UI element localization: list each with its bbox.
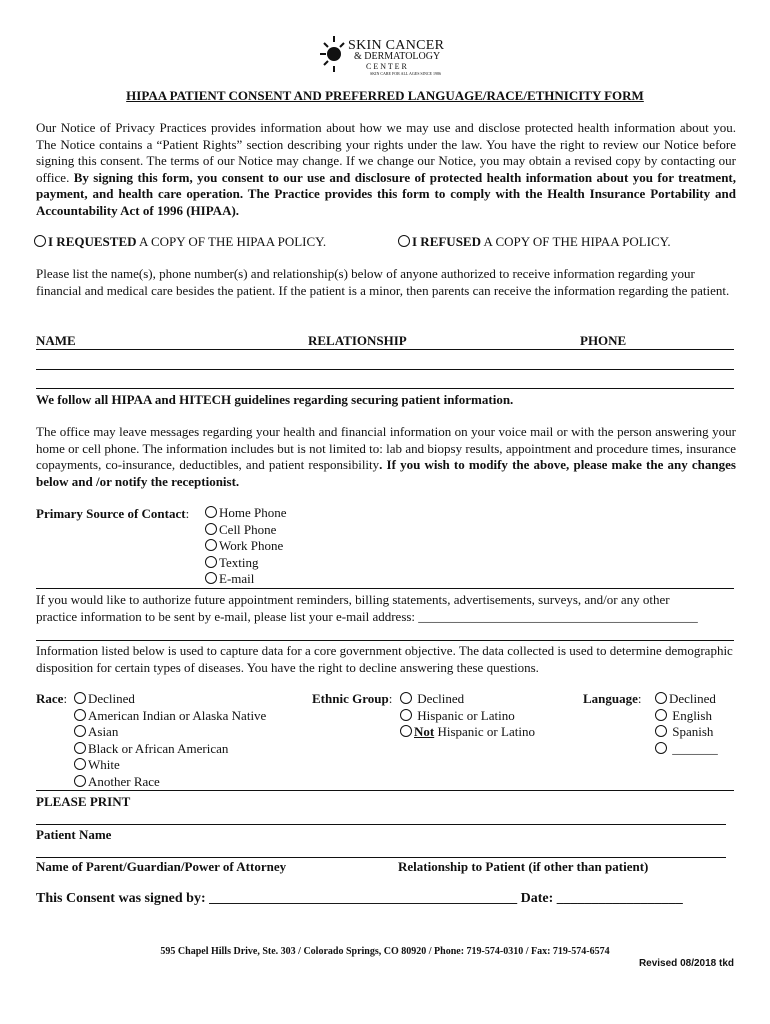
primary-contact-label: Primary Source of Contact	[36, 506, 186, 521]
language-option[interactable]	[655, 741, 718, 758]
divider	[36, 790, 734, 791]
radio-icon[interactable]	[400, 709, 412, 721]
radio-icon[interactable]	[400, 692, 412, 704]
race-option[interactable]	[74, 691, 266, 708]
language-option[interactable]	[655, 691, 718, 708]
radio-icon[interactable]	[205, 572, 217, 584]
footer-address: 595 Chapel Hills Drive, Ste. 303 / Colorado Springs, CO 80920 / Phone: 719-574-0310 / Fax: 719-574-6574	[160, 946, 610, 957]
ethnic-option[interactable]	[400, 724, 535, 741]
refused-label: I REFUSED	[412, 234, 481, 249]
radio-icon[interactable]	[74, 709, 86, 721]
radio-icon[interactable]	[34, 235, 46, 247]
ethnic-options	[400, 691, 535, 741]
contact-option-home[interactable]	[205, 505, 287, 522]
language-label: Language	[583, 691, 638, 706]
refused-text: A COPY OF THE HIPAA POLICY.	[481, 234, 671, 249]
race-option[interactable]	[74, 724, 266, 741]
option-label: Declined	[669, 691, 716, 706]
signature-line	[36, 891, 683, 907]
option-label: Texting	[219, 554, 259, 570]
requested-text: A COPY OF THE HIPAA POLICY.	[136, 234, 327, 249]
email-authorization	[36, 591, 736, 625]
contact-option-cell[interactable]	[205, 522, 287, 539]
name-header: NAME	[36, 333, 76, 348]
relationship-header: RELATIONSHIP	[308, 333, 407, 348]
clinic-logo	[318, 32, 458, 80]
radio-icon[interactable]	[74, 775, 86, 787]
primary-contact-label-wrap	[36, 506, 189, 522]
radio-icon[interactable]	[205, 506, 217, 518]
contact-option-work[interactable]	[205, 538, 287, 555]
phone-header: PHONE	[580, 333, 627, 348]
option-label: _______	[672, 740, 718, 756]
option-label: White	[88, 757, 120, 772]
hitech-statement: We follow all HIPAA and HITECH guidelines regarding securing patient information.	[36, 392, 514, 407]
logo-line-2: & DERMATOLOGY	[354, 51, 441, 62]
option-label: English	[672, 707, 712, 723]
radio-icon[interactable]	[398, 235, 410, 247]
ethnic-option[interactable]	[400, 691, 535, 708]
radio-icon[interactable]	[655, 709, 667, 721]
race-options	[74, 691, 266, 790]
option-label: Hispanic or Latino	[417, 707, 515, 723]
parent-guardian-label: Name of Parent/Guardian/Power of Attorney	[36, 859, 287, 874]
authorized-entry-line-1[interactable]	[36, 369, 734, 370]
signature-field[interactable]: ____________________________________________	[209, 891, 518, 906]
email-text-2: practice information to be sent by e-mail, please list your e-mail address:	[36, 609, 419, 624]
contact-option-email[interactable]	[205, 571, 287, 588]
office-messages-paragraph	[36, 424, 736, 490]
authorized-entry-line-2[interactable]	[36, 388, 734, 389]
policy-requested-option[interactable]	[34, 234, 326, 251]
radio-icon[interactable]	[74, 725, 86, 737]
logo-line-1: SKIN CANCER	[348, 38, 445, 53]
policy-refused-option[interactable]	[398, 234, 671, 251]
colon: :	[185, 506, 190, 521]
race-option[interactable]	[74, 774, 266, 791]
option-label: Another Race	[88, 773, 160, 789]
privacy-notice-text: Our Notice of Privacy Practices provides information about how we may use and disclose protected health information about you. The Notice contains a “Patient Rights” section describing your rights under the law. You have the right to review our Notice before signing this consent. The terms of our Notice may change. If we change our Notice, you may obtain a revised copy by contacting our office.	[36, 120, 736, 185]
language-label-wrap: Language:	[583, 691, 642, 706]
privacy-notice-paragraph	[36, 120, 736, 219]
government-objective-text: Information listed below is used to capture data for a core government objective. The data collected is used to determine demographic disposition for certain types of diseases. You have the right to decline answering these questions.	[36, 643, 733, 675]
radio-icon[interactable]	[74, 742, 86, 754]
radio-icon[interactable]	[205, 523, 217, 535]
race-option[interactable]	[74, 708, 266, 725]
authorized-persons-text: Please list the name(s), phone number(s) and relationship(s) below of anyone authorized to receive information regarding your financial and medical care besides the patient. If the patient is a minor, then parents can receive the information regarding the patient.	[36, 266, 730, 298]
divider	[36, 349, 734, 350]
option-label: Black or African American	[88, 740, 229, 756]
office-messages-text: The office may leave messages regarding your health and financial information on your voice mail or with the person answering your home or cell phone. The information includes but is not limited to: lab and biopsy results, appointment and procedure times, insurance copayments, co-insurance, deductibles, and patient responsibility	[36, 424, 736, 472]
race-option[interactable]	[74, 741, 266, 758]
radio-icon[interactable]	[205, 556, 217, 568]
radio-icon[interactable]	[74, 758, 86, 770]
signed-by-label: This Consent was signed by:	[36, 891, 210, 906]
language-options	[655, 691, 718, 757]
radio-icon[interactable]	[655, 725, 667, 737]
option-label: Asian	[88, 724, 119, 739]
language-option[interactable]	[655, 724, 718, 741]
logo-tagline: SKIN CARE FOR ALL AGES SINCE 1986	[370, 71, 441, 76]
option-label: Declined	[417, 691, 465, 706]
email-text-1: If you would like to authorize future appointment reminders, billing statements, advertisements, surveys, and/or any other	[36, 592, 670, 607]
radio-icon[interactable]	[655, 692, 667, 704]
contact-options	[205, 505, 287, 588]
language-option[interactable]	[655, 708, 718, 725]
consent-statement: By signing this form, you consent to our use and disclosure of protected health information about you for treatment, payment, and health care operation. The Practice provides this form to comply with the Health Insurance Portability and Accountability Act of 1996 (HIPAA).	[36, 169, 737, 218]
option-label: Declined	[88, 691, 135, 706]
option-label: E-mail	[219, 571, 255, 586]
relationship-to-patient-label: Relationship to Patient (if other than patient)	[398, 859, 649, 874]
ethnic-label: Ethnic Group	[312, 691, 389, 706]
ethnic-label-wrap: Ethnic Group:	[312, 691, 393, 706]
parent-guardian-field[interactable]	[36, 857, 726, 858]
option-label: American Indian or Alaska Native	[88, 707, 267, 723]
requested-label: I REQUESTED	[48, 234, 137, 249]
form-title: HIPAA PATIENT CONSENT AND PREFERRED LANGUAGE/RACE/ETHNICITY FORM	[126, 88, 644, 103]
not-label: Not	[414, 724, 435, 739]
date-field[interactable]: __________________	[556, 891, 683, 906]
radio-icon[interactable]	[74, 692, 86, 704]
option-label: Home Phone	[219, 505, 287, 520]
divider	[36, 640, 734, 641]
option-label: Spanish	[672, 724, 714, 739]
race-label: Race	[36, 691, 64, 706]
radio-icon[interactable]	[400, 725, 412, 737]
modify-instructions: . If you wish to modify the above, please make the any changes below and /or notify the receptionist.	[36, 457, 736, 489]
logo-line-3: C E N T E R	[366, 62, 407, 71]
date-label: Date:	[517, 891, 557, 906]
please-print-heading: PLEASE PRINT	[36, 794, 131, 809]
ethnic-option[interactable]	[400, 708, 535, 725]
race-label-wrap: Race:	[36, 691, 68, 706]
radio-icon[interactable]	[205, 539, 217, 551]
option-label: Cell Phone	[219, 521, 277, 537]
race-option[interactable]	[74, 757, 266, 774]
revision-note: Revised 08/2018 tkd	[638, 958, 734, 969]
option-label: Hispanic or Latino	[434, 724, 535, 739]
email-field[interactable]: ___________________________________________	[418, 609, 698, 624]
divider	[36, 588, 734, 589]
patient-name-field[interactable]	[36, 824, 726, 825]
patient-name-label: Patient Name	[36, 827, 112, 842]
radio-icon[interactable]	[655, 742, 667, 754]
contact-option-texting[interactable]	[205, 555, 287, 572]
option-label: Work Phone	[219, 538, 284, 553]
